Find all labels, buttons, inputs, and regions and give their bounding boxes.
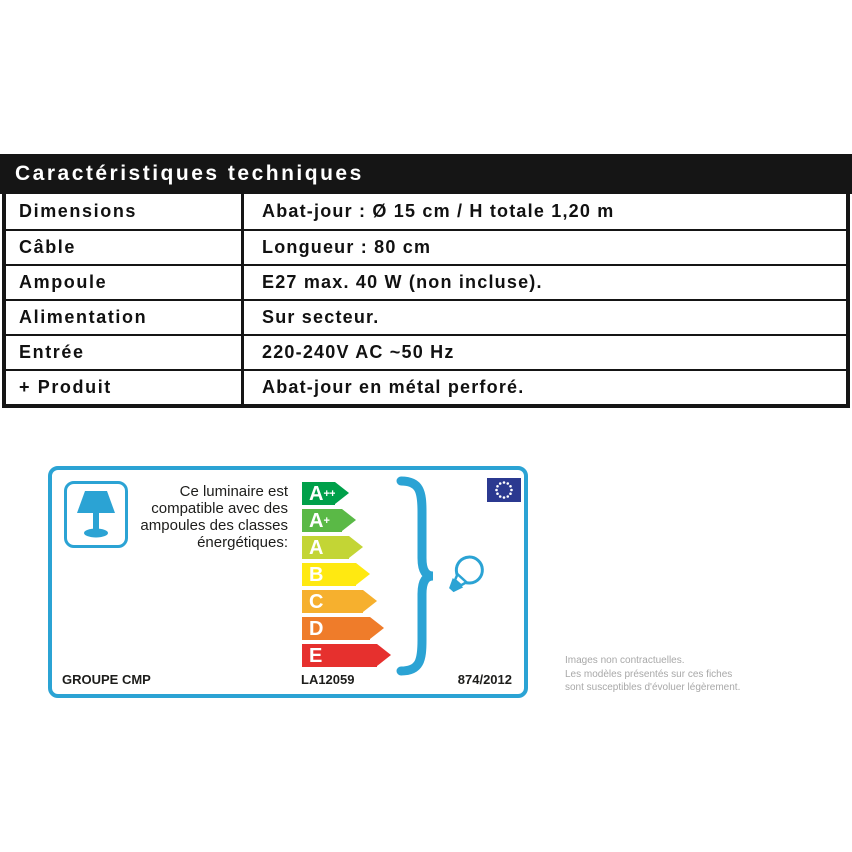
energy-class-arrow <box>302 482 335 505</box>
disclaimer-line: Images non contractuelles. <box>565 655 685 666</box>
table-row <box>6 264 846 299</box>
supplier-name: GROUPE CMP <box>62 672 151 687</box>
disclaimer-line: sont susceptibles d'évoluer légèrement. <box>565 682 741 693</box>
class-sup: + <box>323 514 330 527</box>
spec-table <box>2 194 850 408</box>
class-letter: A <box>309 509 324 532</box>
energy-class-arrow <box>302 563 356 586</box>
spec-value-produit: Abat-jour en métal perforé. <box>262 377 525 397</box>
spec-label-ampoule: Ampoule <box>6 266 244 299</box>
table-row <box>6 369 846 404</box>
spec-value-entree: 220-240V AC ~50 Hz <box>262 342 455 362</box>
class-sup: ++ <box>323 487 336 500</box>
class-letter: E <box>309 644 323 667</box>
table-row <box>6 299 846 334</box>
spec-label-alimentation: Alimentation <box>6 301 244 334</box>
class-letter: D <box>309 617 324 640</box>
spec-label-dimensions: Dimensions <box>6 194 244 229</box>
regulation-number: 874/2012 <box>457 672 512 687</box>
spec-label-cable: Câble <box>6 231 244 264</box>
disclaimer-text <box>565 654 795 695</box>
class-letter: A <box>309 536 324 559</box>
energy-class-arrow <box>302 509 342 532</box>
eu-flag-icon <box>487 478 521 502</box>
disclaimer-line: Les modèles présentés sur ces fiches <box>565 668 733 680</box>
spec-value-alimentation: Sur secteur. <box>262 307 380 327</box>
spec-value-ampoule: E27 max. 40 W (non incluse). <box>262 272 543 292</box>
energy-class-arrow <box>302 590 363 613</box>
spec-table-title: Caractéristiques techniques <box>0 154 852 194</box>
energy-label-footer <box>52 672 524 688</box>
table-row <box>6 229 846 264</box>
energy-class-arrow <box>302 536 349 559</box>
brace-icon <box>396 476 436 676</box>
spec-value-cable: Longueur : 80 cm <box>262 237 432 257</box>
energy-class-arrow <box>302 644 377 667</box>
energy-class-arrow <box>302 617 370 640</box>
energy-class-scale <box>302 482 377 671</box>
compatibility-text: Ce luminaire est compatible avec des ampoules des classes énergétiques: <box>140 483 288 551</box>
table-lamp-icon <box>64 481 128 548</box>
table-row <box>6 194 846 229</box>
spec-label-produit: + Produit <box>6 371 244 404</box>
energy-label <box>48 466 528 698</box>
table-row <box>6 334 846 369</box>
spec-label-entree: Entrée <box>6 336 244 369</box>
class-letter: C <box>309 590 324 613</box>
model-reference: LA12059 <box>301 672 355 687</box>
class-letter: A <box>309 482 324 505</box>
class-letter: B <box>309 563 324 586</box>
spec-value-dimensions: Abat-jour : Ø 15 cm / H totale 1,20 m <box>262 201 615 221</box>
light-bulb-icon <box>434 548 498 608</box>
